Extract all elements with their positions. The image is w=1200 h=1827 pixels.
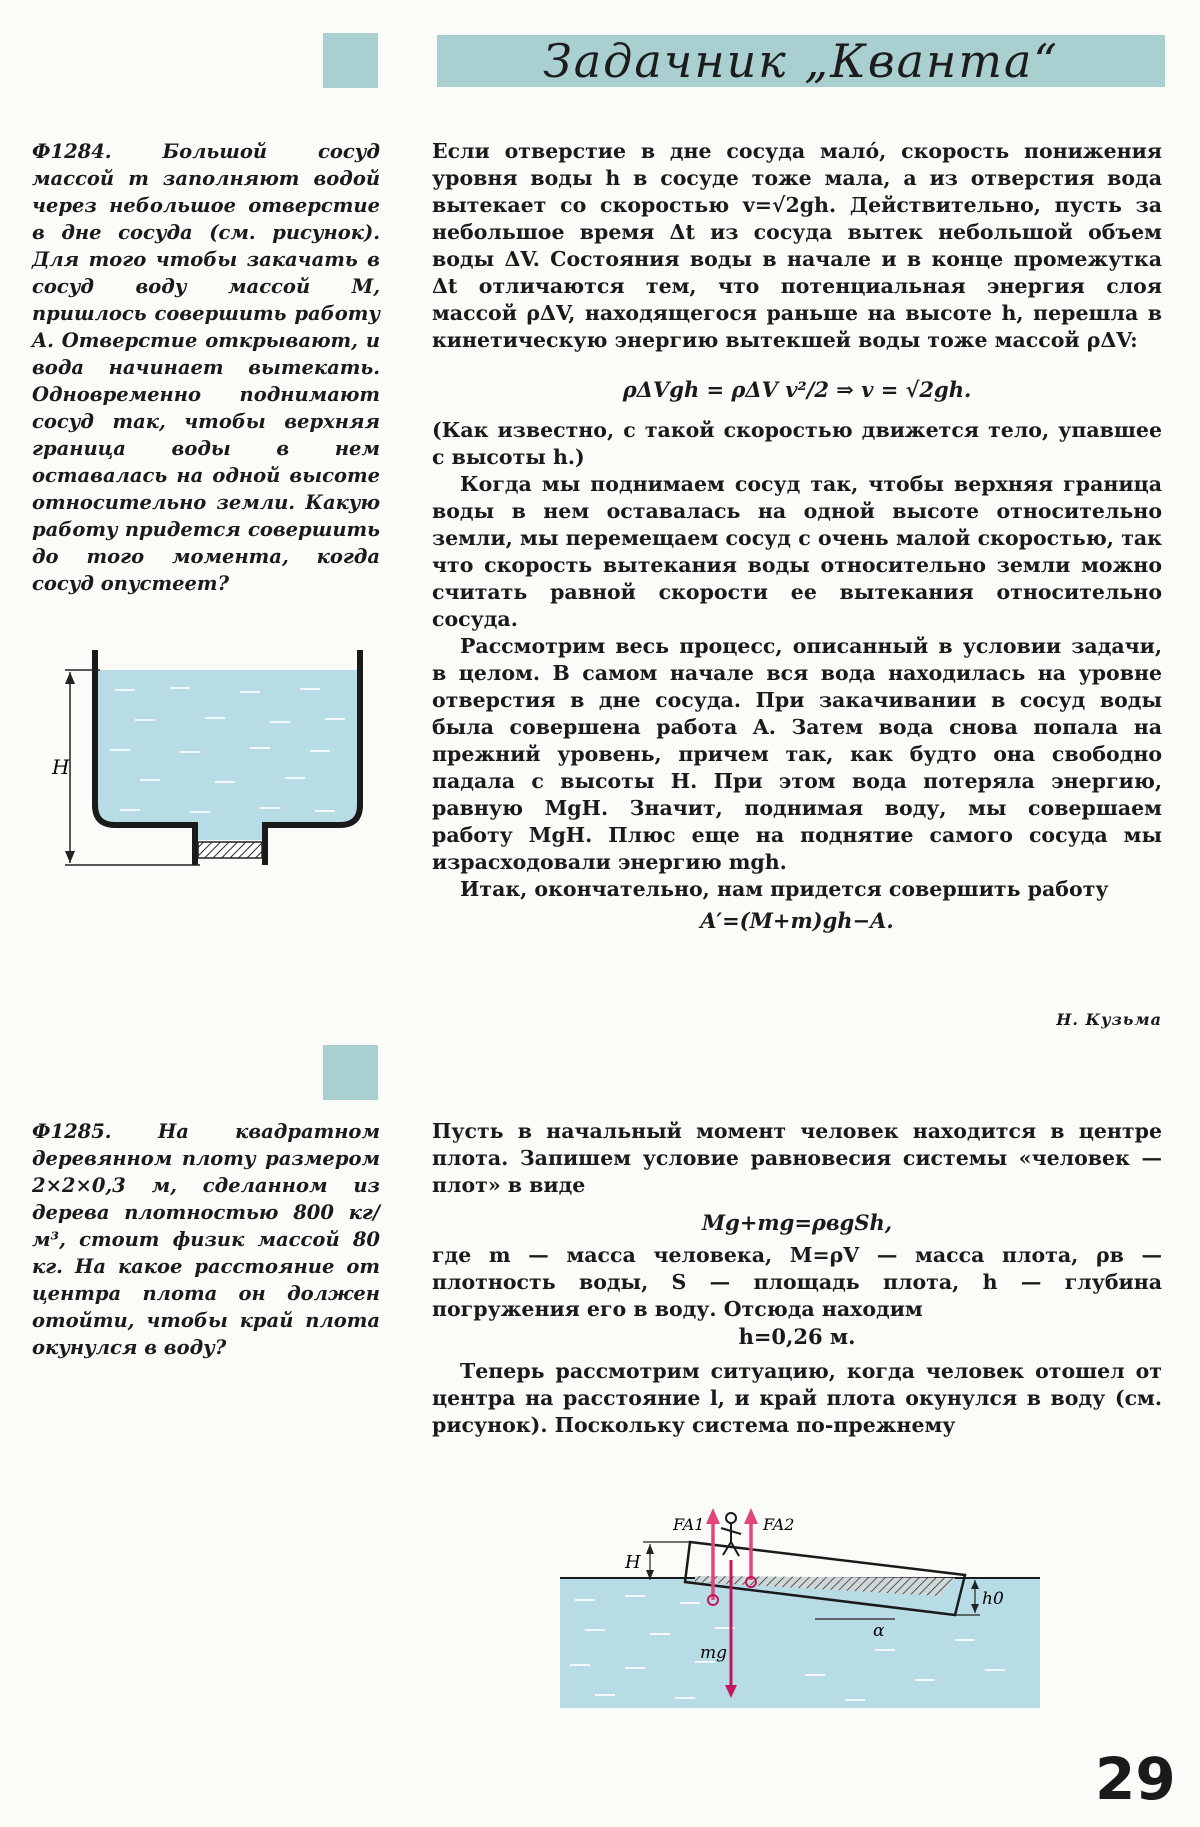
problem-number: Ф1284. [32, 140, 112, 163]
page-number: 29 [1095, 1745, 1176, 1813]
problem-1285 [32, 1118, 380, 1361]
equation: ρΔVgh = ρΔV v²/2 ⇒ v = √2gh. [622, 377, 972, 402]
vessel-water [95, 670, 360, 840]
solution-paragraph: Теперь рассмотрим ситуацию, когда человек отошел от центра на расстояние l, и край плота окунулся в воду (см. рисунок). Поскольку система по-прежнему [432, 1359, 1162, 1437]
vessel-label-h: H [52, 755, 70, 779]
label-h0: h0 [982, 1589, 1004, 1609]
equation: A′=(M+m)gh−A. [700, 908, 894, 933]
equation: Mg+mg=ρвgSh, [701, 1210, 893, 1235]
vessel-hole-plug [198, 842, 262, 858]
label-alpha: α [873, 1621, 885, 1641]
solution-1284 [432, 138, 1162, 934]
solution-paragraph: Когда мы поднимаем сосуд так, чтобы верхняя граница воды в нем оставалась на одной высоте относительно земли, мы перемещаем сосуд с очень малой скоростью, так что скорость вытекания воды относительно земли можно считать равной скорости ее вытекания относительно сосуда. [432, 472, 1162, 631]
label-fa2: FA2 [763, 1515, 795, 1534]
equation: h=0,26 м. [738, 1324, 856, 1349]
water-body [560, 1578, 1040, 1708]
header-title: Задачник „Кванта“ [543, 35, 1059, 87]
person-figure [721, 1513, 741, 1556]
solution-paragraph: Если отверстие в дне сосуда мало́, скорость понижения уровня воды h в сосуде тоже мала, а из отверстия вода вытекает со скоростью v=√2gh. Действительно, пусть за небольшое время Δt из сосуда вытек небольшой объем воды ΔV. Состояния воды в начале и в конце промежутка Δt отличаются тем, что потенциальная энергия слоя массой ρΔV, находящегося раньше на высоте h, перешла в кинетическую энергию вытекшей воды тоже массой ρΔV: [432, 139, 1162, 352]
label-h: H [625, 1552, 641, 1573]
label-fa1: FA1 [673, 1515, 705, 1534]
raft-figure [555, 1500, 1045, 1710]
solution-paragraph: где m — масса человека, M=ρV — масса плота, ρв — плотность воды, S — площадь плота, h — глубина погружения его в воду. Отсюда находим [432, 1243, 1162, 1321]
label-mg: mg [700, 1643, 728, 1663]
problem-text: На квадратном деревянном плоту размером 2×2×0,3 м, сделанном из дерева плотностью 800 кг/м³, стоит физик массой 80 кг. На какое расстояние от центра плота он должен отойти, чтобы край плота окунулся в воду? [32, 1120, 380, 1359]
solution-paragraph: Итак, окончательно, нам придется совершить работу [460, 877, 1109, 901]
problem-number: Ф1285. [32, 1120, 112, 1143]
vessel-figure [40, 640, 380, 880]
author: Н. Кузьма [1056, 1010, 1162, 1029]
problem-1284 [32, 138, 380, 597]
section-square [323, 1045, 378, 1100]
header-banner [437, 35, 1165, 87]
header-square [323, 33, 378, 88]
solution-1285 [432, 1118, 1162, 1439]
problem-text: Большой сосуд массой m заполняют водой через небольшое отверстие в дне сосуда (см. рисунок). Для того чтобы закачать в сосуд воду массой M, пришлось совершить работу A. Отверстие открывают, и вода начинает вытекать. Одновременно поднимают сосуд так, чтобы верхняя граница воды в нем оставалась на одной высоте относительно земли. Какую работу придется совершить до того момента, когда сосуд опустеет? [32, 140, 380, 595]
solution-paragraph: Пусть в начальный момент человек находится в центре плота. Запишем условие равновесия системы «человек — плот» в виде [432, 1119, 1162, 1197]
solution-paragraph: Рассмотрим весь процесс, описанный в условии задачи, в целом. В самом начале вся вода находилась на уровне отверстия в дне сосуда. При закачивании в сосуд воды была совершена работа A. Затем вода снова попала на прежний уровень, причем так, как будто она свободно падала с высоты H. При этом вода потеряла энергию, равную MgH. Значит, поднимая воду, мы совершаем работу MgH. Плюс еще на поднятие самого сосуда мы израсходовали энергию mgh. [432, 634, 1162, 874]
solution-paragraph: (Как известно, с такой скоростью движется тело, упавшее с высоты h.) [432, 418, 1162, 469]
